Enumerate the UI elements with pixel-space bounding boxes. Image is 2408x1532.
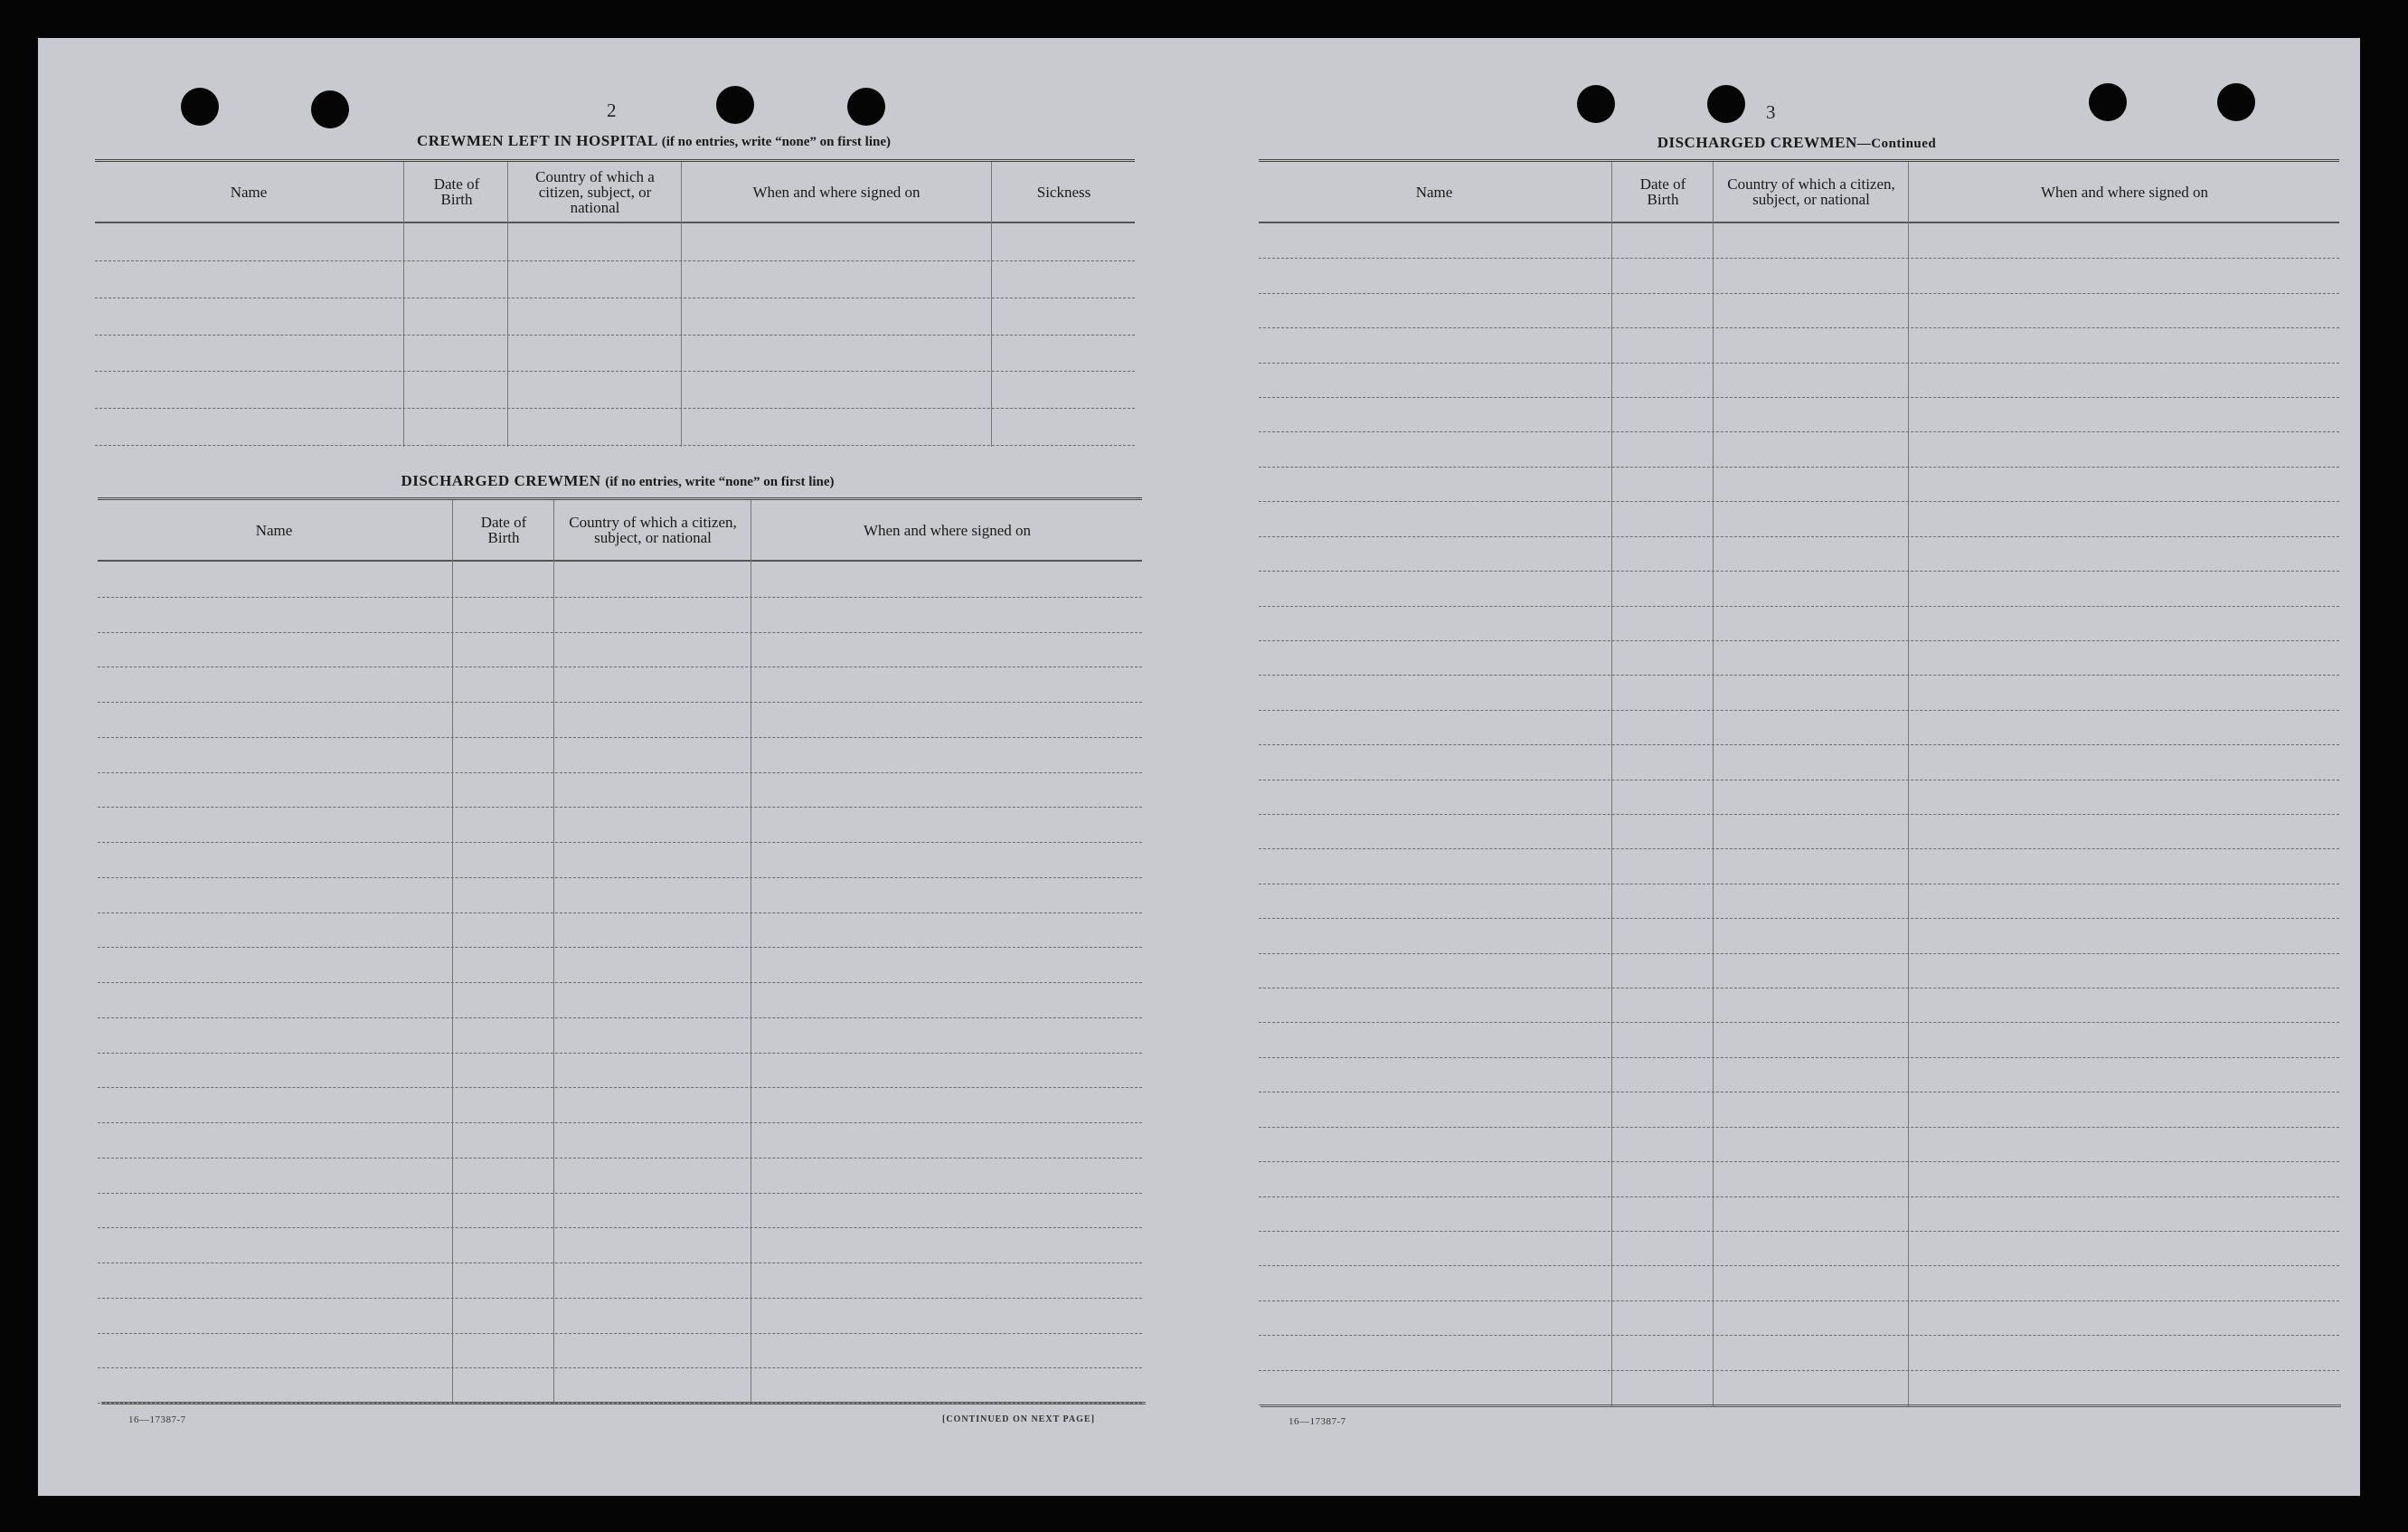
entry-row-line xyxy=(98,632,1142,633)
hospital-table-header xyxy=(95,162,1135,223)
entry-row-line xyxy=(1259,744,2339,745)
entry-row-line xyxy=(1259,606,2339,607)
entry-row-line xyxy=(1259,1231,2339,1232)
punch-hole xyxy=(2089,83,2127,121)
col-header-name: Name xyxy=(255,521,293,539)
entry-row-line xyxy=(1259,1335,2339,1336)
col-header-date-of-birth: Date of Birth xyxy=(1639,175,1686,208)
col-header-signed-on: When and where signed on xyxy=(863,521,1032,539)
entry-row-line xyxy=(98,1298,1142,1299)
entry-row-line xyxy=(1259,1196,2339,1197)
entry-row-line xyxy=(98,1227,1142,1228)
col-header-signed-on: When and where signed on xyxy=(2040,183,2209,201)
entry-row-line xyxy=(95,335,1135,336)
hospital-rows[interactable] xyxy=(95,225,1135,447)
entry-row-line xyxy=(98,1367,1142,1368)
entry-row-line xyxy=(1259,571,2339,572)
hospital-title-text: CREWMEN LEFT IN HOSPITAL xyxy=(417,132,657,149)
entry-row-line xyxy=(1259,1265,2339,1266)
entry-row-line xyxy=(1259,710,2339,711)
discharged-table-header xyxy=(98,500,1142,562)
col-header-date-of-birth: Date of Birth xyxy=(433,175,480,208)
punch-hole xyxy=(716,86,754,124)
discharged-rows-left[interactable] xyxy=(98,563,1142,1404)
entry-row-line xyxy=(1259,293,2339,294)
entry-row-line xyxy=(1259,467,2339,468)
col-header-country: Country of which a citizen, subject, or national xyxy=(569,514,737,546)
entry-row-line xyxy=(98,982,1142,983)
punch-hole xyxy=(847,88,885,126)
entry-row-line xyxy=(1259,1127,2339,1128)
punch-hole xyxy=(1577,85,1615,123)
continued-label: —Continued xyxy=(1856,137,1937,151)
page-number-left: 2 xyxy=(607,99,617,121)
entry-row-line xyxy=(1259,363,2339,364)
entry-row-line xyxy=(98,737,1142,738)
entry-row-line xyxy=(1259,640,2339,641)
entry-row-line xyxy=(98,1122,1142,1123)
entry-row-line xyxy=(98,877,1142,878)
entry-row-line xyxy=(1259,1370,2339,1371)
entry-row-line xyxy=(1259,501,2339,502)
entry-row-line xyxy=(98,1017,1142,1018)
entry-row-line xyxy=(1259,814,2339,815)
punch-hole xyxy=(1707,85,1745,123)
entry-row-line xyxy=(1259,848,2339,849)
form-code-right: 16—17387-7 xyxy=(1289,1416,1346,1427)
entry-row-line xyxy=(98,1053,1142,1054)
entry-row-line xyxy=(98,807,1142,808)
col-header-sickness: Sickness xyxy=(1036,183,1091,201)
discharged-title-note: (if no entries, write “none” on first line) xyxy=(605,475,835,489)
col-header-country: Country of which a citizen, subject, or national xyxy=(1727,175,1895,208)
entry-row-line xyxy=(1259,953,2339,954)
form-sheet xyxy=(38,38,2360,1496)
entry-row-line xyxy=(1259,327,2339,328)
discharged-continued-title xyxy=(1259,134,2335,152)
entry-row-line xyxy=(1259,258,2339,259)
hospital-table xyxy=(95,159,1135,447)
entry-row-line xyxy=(1259,536,2339,537)
discharged-table-left xyxy=(98,497,1142,1404)
col-header-name: Name xyxy=(230,183,268,201)
entry-row-line xyxy=(98,1333,1142,1334)
entry-row-line xyxy=(95,445,1135,446)
entry-row-line xyxy=(1259,1161,2339,1162)
discharged-continued-text: DISCHARGED CREWMEN xyxy=(1657,134,1857,151)
table-end-line xyxy=(101,1402,1146,1404)
entry-row-line xyxy=(98,947,1142,948)
entry-row-line xyxy=(1259,431,2339,432)
hospital-title-note: (if no entries, write “none” on first line) xyxy=(661,135,891,149)
table-end-line xyxy=(1261,1404,2341,1407)
discharged-table-header xyxy=(1259,162,2339,223)
discharged-rows-right[interactable] xyxy=(1259,225,2339,1406)
discharged-title-text: DISCHARGED CREWMEN xyxy=(401,472,601,489)
entry-row-line xyxy=(98,702,1142,703)
entry-row-line xyxy=(98,1262,1142,1263)
entry-row-line xyxy=(95,260,1135,261)
entry-row-line xyxy=(98,1087,1142,1088)
punch-hole xyxy=(181,88,219,126)
entry-row-line xyxy=(1259,1022,2339,1023)
entry-row-line xyxy=(1259,1300,2339,1301)
hospital-section-title xyxy=(134,132,1174,150)
page-number-right: 3 xyxy=(1766,101,1776,123)
col-header-signed-on: When and where signed on xyxy=(752,183,921,201)
punch-hole xyxy=(2217,83,2255,121)
entry-row-line xyxy=(1259,397,2339,398)
entry-row-line xyxy=(98,1193,1142,1194)
punch-hole xyxy=(311,90,349,128)
entry-row-line xyxy=(1259,675,2339,676)
entry-row-line xyxy=(1259,918,2339,919)
col-header-name: Name xyxy=(1415,183,1453,201)
discharged-section-title xyxy=(98,472,1138,490)
entry-row-line xyxy=(98,597,1142,598)
col-header-date-of-birth: Date of Birth xyxy=(480,514,527,546)
continued-note: [CONTINUED ON NEXT PAGE] xyxy=(942,1414,1095,1424)
form-code-left: 16—17387-7 xyxy=(128,1414,186,1425)
entry-row-line xyxy=(98,772,1142,773)
entry-row-line xyxy=(1259,1057,2339,1058)
col-header-country: Country of which a citizen, subject, or national xyxy=(535,167,655,216)
discharged-table-right xyxy=(1259,159,2339,1406)
entry-row-line xyxy=(98,842,1142,843)
entry-row-line xyxy=(95,408,1135,409)
entry-row-line xyxy=(95,371,1135,372)
